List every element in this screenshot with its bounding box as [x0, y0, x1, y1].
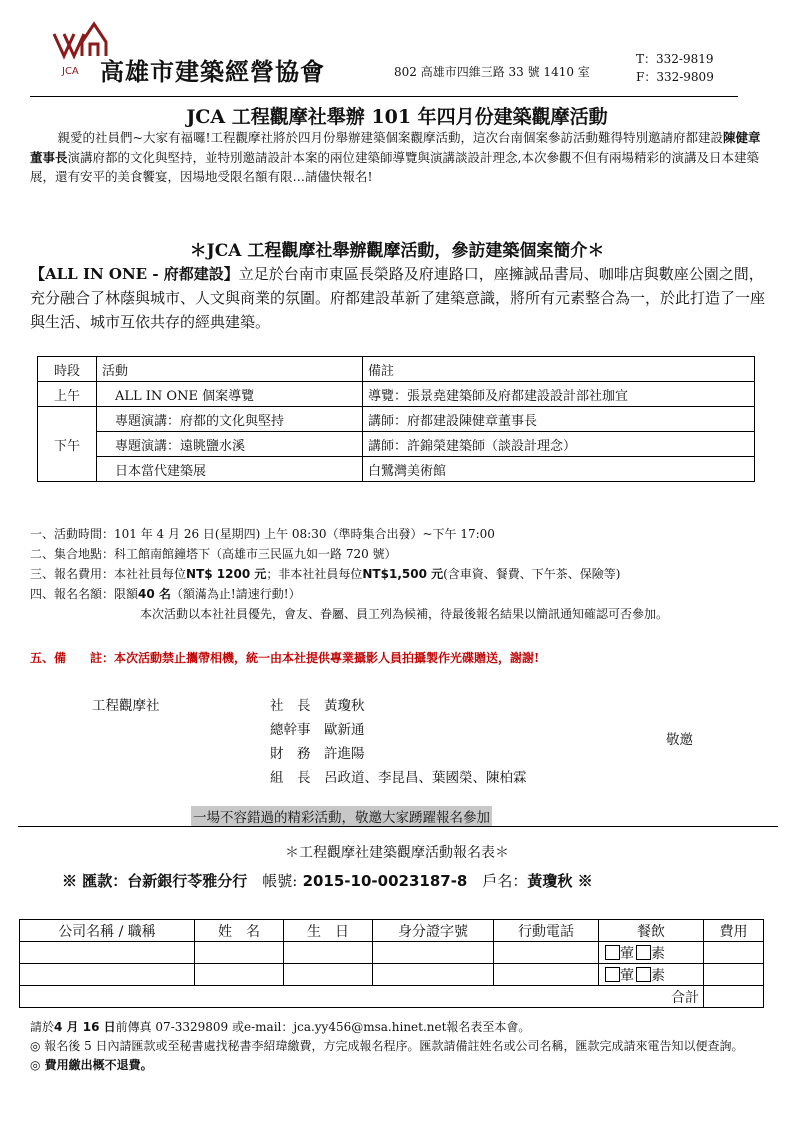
fee-nonmember: NT$1,500 元 [362, 567, 444, 581]
org-address: 802 高雄市四維三路 33 號 1410 室 [394, 65, 590, 79]
quota-text: 限額 [114, 587, 139, 601]
detail-place [30, 544, 397, 564]
fee-input[interactable] [704, 942, 764, 964]
id-input[interactable] [373, 942, 494, 964]
closing: 敬邀 [666, 732, 693, 748]
birthday-input[interactable] [284, 942, 373, 964]
detail-label: 五、備 註： [30, 651, 115, 665]
org-contact [636, 50, 714, 86]
form-title: ＊工程觀摩社建築觀摩活動報名表＊ [285, 845, 509, 861]
detail-remark [30, 648, 539, 668]
project-desc: 立足於台南市東區長榮路及府連路口，座擁誠品書局、咖啡店與數座公園之間，充分融合了林蔭與城市、人文與商業的氛圍。府都建設革新了建築意識，將所有元素整合為一，於此打造了一座與生活、城市互依共存的經典建築。 [30, 265, 766, 331]
name-input[interactable] [195, 942, 284, 964]
header-note: 備註 [363, 357, 755, 382]
project-name: 【ALL IN ONE - 府都建設】 [30, 265, 239, 283]
intro-paragraph [30, 128, 768, 187]
fee-text: ；非本社社員每位 [266, 567, 363, 581]
payment-note: ◎ 報名後 5 日內請匯款或至秘書處找秘書李紹瑋繳費，方完成報名程序。匯款請備註姓名或公司名稱，匯款完成請來電告知以便查詢。 [30, 1039, 744, 1053]
activity-cell: 日本當代建築展 [97, 457, 363, 482]
detail-label: 三、報名費用： [30, 567, 115, 581]
detail-value: 101 年 4 月 26 日(星期四) 上午 08:30（準時集合出發）~下午 17:00 [114, 527, 495, 541]
officer-row [270, 766, 527, 786]
header-period: 時段 [38, 357, 97, 382]
table-header-row [38, 357, 755, 382]
payee-name: 黃瓊秋 [527, 872, 573, 890]
detail-label: 四、報名名額： [30, 587, 115, 601]
org-tel: T：332-9819 [636, 52, 714, 66]
quota-text: （額滿為止!請速行動!） [170, 587, 301, 601]
club-name: 工程觀摩社 [92, 698, 160, 714]
col-id: 身分證字號 [373, 920, 494, 942]
col-birthday: 生 日 [284, 920, 373, 942]
header-activity: 活動 [97, 357, 363, 382]
remark-value: 本次活動禁止攜帶相機，統一由本社提供專業攝影人員拍攝製作光碟贈送，謝謝! [114, 651, 540, 665]
form-divider [18, 826, 778, 827]
officer-name: 黃瓊秋 [324, 698, 365, 714]
meat-checkbox[interactable] [605, 945, 620, 960]
note-cell: 講師：許錦榮建築師（談設計理念） [363, 432, 755, 457]
refund-note: ◎ 費用繳出概不退費。 [30, 1058, 153, 1072]
period-cell: 下午 [38, 407, 97, 482]
note-cell: 導覽：張景堯建築師及府都建設設計部社珈宜 [363, 382, 755, 407]
col-name: 姓 名 [195, 920, 284, 942]
fax-deadline: 4 月 16 日 [54, 1020, 116, 1034]
activity-cell: 專題演講：遠眺鹽水溪 [97, 432, 363, 457]
officer-name: 呂政道、李昆昌、葉國榮、陳柏霖 [324, 770, 527, 786]
table-row [38, 457, 755, 482]
officer-row [270, 694, 365, 714]
account-label: 帳號: [262, 872, 298, 890]
meal-choice [599, 942, 704, 964]
fee-input[interactable] [704, 964, 764, 986]
bank-info [62, 870, 593, 891]
project-description [30, 262, 770, 334]
total-label: 合計 [20, 986, 704, 1008]
account-number: 2015-10-0023187-8 [302, 872, 468, 890]
section-title: ＊JCA 工程觀摩社舉辦觀摩活動，參訪建築個案簡介＊ [189, 241, 605, 261]
name-input[interactable] [195, 964, 284, 986]
meat-label: 葷 [620, 945, 634, 962]
activity-cell: 專題演講：府都的文化與堅持 [97, 407, 363, 432]
officer-title: 總幹事 [270, 722, 311, 738]
table-row [38, 432, 755, 457]
officer-title: 組 長 [270, 770, 311, 786]
detail-fee [30, 564, 620, 584]
bank-name: 台新銀行苓雅分行 [127, 872, 248, 890]
officer-name: 許進陽 [324, 746, 365, 762]
officer-row [270, 718, 365, 738]
activity-cell: ALL IN ONE 個案導覽 [97, 382, 363, 407]
fax-note [30, 1018, 780, 1037]
registration-table [19, 919, 764, 1008]
signature-block [30, 694, 770, 794]
detail-value: 科工館南館鐘塔下（高雄市三民區九如一路 720 號） [114, 547, 397, 561]
activity-table [37, 356, 755, 482]
col-meal: 餐飲 [599, 920, 704, 942]
detail-label: 二、集合地點： [30, 547, 115, 561]
detail-time [30, 524, 495, 544]
col-phone: 行動電話 [494, 920, 599, 942]
page-title: JCA 工程觀摩社舉辦 101 年四月份建築觀摩活動 [186, 106, 608, 128]
quota-note: 本次活動以本社社員優先，會友、眷屬、員工列為候補，待最後報名結果以簡訊通知確認可否參加。 [140, 607, 669, 621]
meat-label: 葷 [620, 967, 634, 984]
veg-checkbox[interactable] [636, 945, 651, 960]
officer-row [270, 742, 365, 762]
org-name: 高雄市建築經營協會 [100, 57, 325, 86]
veg-label: 素 [651, 967, 665, 984]
intro-part1: 親愛的社員們~大家有福囉!工程觀摩社將於四月份舉辦建築個案觀摩活動，這次台南個案參訪活動難得特別邀請府都建設 [57, 130, 723, 145]
bank-suffix: ※ [577, 872, 593, 890]
header-divider [30, 96, 738, 97]
form-total-row [20, 986, 764, 1008]
veg-label: 素 [651, 945, 665, 962]
footer-notes [30, 1018, 780, 1075]
form-header-row [20, 920, 764, 942]
company-input[interactable] [20, 964, 195, 986]
intro-highlight: 陳健章董事長 [30, 130, 761, 165]
id-input[interactable] [373, 964, 494, 986]
logo-text: JCA [62, 66, 79, 77]
fee-member: NT$ 1200 元 [186, 567, 267, 581]
table-row [38, 382, 755, 407]
note-cell: 講師：府都建設陳健章董事長 [363, 407, 755, 432]
birthday-input[interactable] [284, 964, 373, 986]
company-input[interactable] [20, 942, 195, 964]
note-cell: 白鷺灣美術館 [363, 457, 755, 482]
col-fee: 費用 [704, 920, 764, 942]
intro-part2: 演講府都的文化與堅持，並特別邀請設計本案的兩位建築師導覽與演講談設計理念,本次參觀不但有兩場精彩的演講及日本建築展，還有安平的美食饗宴，因場地受限名額有限…請儘快報名! [30, 149, 759, 184]
fax-text: 請於 [30, 1020, 55, 1034]
officer-title: 財 務 [270, 746, 311, 762]
veg-checkbox[interactable] [636, 967, 651, 982]
highlight-banner: 一場不容錯過的精彩活動，敬邀大家踴躍報名參加 [191, 806, 492, 826]
officer-title: 社 長 [270, 698, 311, 714]
table-row [38, 407, 755, 432]
org-fax: F：332-9809 [636, 70, 714, 84]
quota-value: 40 名 [138, 587, 171, 601]
total-input[interactable] [704, 986, 764, 1008]
col-company: 公司名稱 / 職稱 [20, 920, 195, 942]
fee-text: 本社社員每位 [114, 567, 187, 581]
fee-text: (含車資、餐費、下午茶、保險等) [443, 567, 621, 581]
meal-choice [599, 964, 704, 986]
form-row [20, 942, 764, 964]
period-cell: 上午 [38, 382, 97, 407]
bank-prefix: ※ 匯款： [62, 872, 128, 890]
phone-input[interactable] [494, 942, 599, 964]
phone-input[interactable] [494, 964, 599, 986]
fax-text: 前傳真 07-3329809 或e-mail：jca.yy456@msa.hinet.net報名表至本會。 [115, 1020, 531, 1034]
payee-label: 戶名： [482, 872, 528, 890]
detail-label: 一、活動時間： [30, 527, 115, 541]
officer-name: 歐新通 [324, 722, 365, 738]
meat-checkbox[interactable] [605, 967, 620, 982]
form-row [20, 964, 764, 986]
detail-quota [30, 584, 301, 604]
